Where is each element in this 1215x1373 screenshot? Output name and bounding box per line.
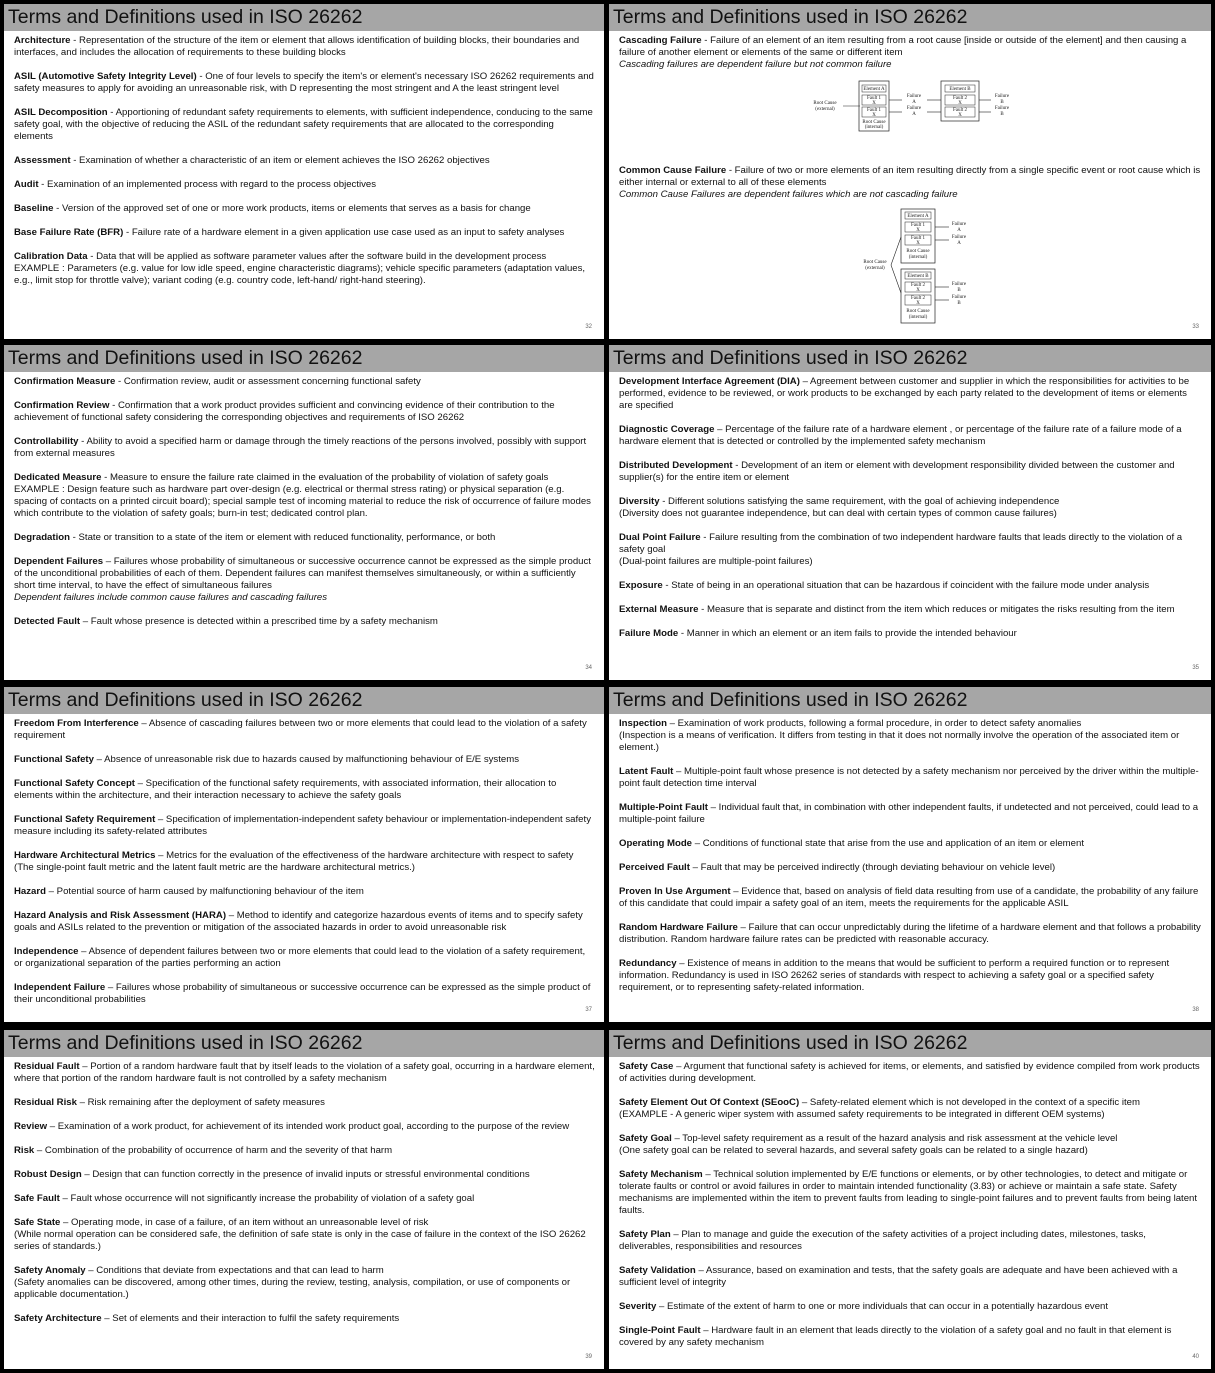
- slide-title: Terms and Definitions used in ISO 26262: [4, 4, 604, 31]
- slide-body: [4, 31, 604, 287]
- fault-label: Fault 1: [910, 223, 926, 228]
- definition-text: - Data that will be applied as software parameter values after the software build in the development process: [87, 251, 547, 262]
- root-cause-internal-label: Root Cause: [862, 120, 886, 125]
- definition-exposure: [619, 580, 1202, 592]
- definition-text: – Argument that functional safety is achieved for items, or elements, and satisfied by evidence compiled from work products of activities during development.: [619, 1061, 1200, 1084]
- definition-safety-goal: [619, 1133, 1202, 1157]
- definition-text: – Design that can function correctly in the presence of invalid inputs or stressful environmental conditions: [81, 1169, 530, 1180]
- definition-text: – Plan to manage and guide the execution of the safety activities of a project including dates, milestones, tasks, deliverables, responsibilities and resources: [619, 1229, 1146, 1252]
- term: Safety Validation: [619, 1265, 696, 1276]
- definition-operating-mode: [619, 838, 1202, 850]
- definition-text: - Failure rate of a hardware element in a given application use case used as an input to safety analyses: [123, 227, 565, 238]
- fault-x: X: [958, 113, 962, 118]
- definition-text: - Confirmation that a work product provides sufficient and convincing evidence of their contribution to the achievement of functional safety considering the corresponding objectives and requirements of ISO 26262: [14, 400, 555, 423]
- element-b-label: Element B: [949, 87, 971, 92]
- failure-a-label: Failure: [906, 94, 922, 99]
- term: Audit: [14, 179, 39, 190]
- arrow: [891, 237, 901, 265]
- definition-text: - Measure that is separate and distinct from the item which reduces or mitigates the risks resulting from the item: [698, 604, 1175, 615]
- definition-failure-mode: [619, 628, 1202, 640]
- definition-text: - Failure resulting from the combination of two independent hardware faults that leads directly to the violation of a safety goal: [619, 532, 1183, 555]
- definition-text: - Development of an item or element with development responsibility divided between the customer and supplier(s) for the entire item or element: [619, 460, 1175, 483]
- definition-common-cause-failure: [619, 165, 1202, 201]
- definition-single-point-fault: [619, 1325, 1202, 1349]
- slide-38: [609, 687, 1211, 1022]
- definition-text: – Specification of the functional safety requirements, with associated information, their allocation to elements within the architecture, and their interaction necessary to achieve the safety goals: [14, 778, 557, 801]
- definition-text: - Examination of an implemented process with regard to the process objectives: [38, 179, 377, 190]
- definition-severity: [619, 1301, 1202, 1313]
- failure-b-label: B: [957, 288, 961, 293]
- slide-title: Terms and Definitions used in ISO 26262: [4, 1030, 604, 1057]
- term: Confirmation Review: [14, 400, 110, 411]
- term: Safety Plan: [619, 1229, 671, 1240]
- definition-note: Dependent failures include common cause failures and cascading failures: [14, 592, 328, 603]
- definition-text: – Multiple-point fault whose presence is not detected by a safety mechanism nor perceived by the driver within the multiple-point fault detection time interval: [619, 766, 1199, 789]
- failure-a-label: A: [957, 241, 961, 246]
- fault-x: X: [872, 113, 876, 118]
- definition-note: Common Cause Failures are dependent failures which are not cascading failure: [619, 189, 958, 200]
- page-number: 40: [1192, 1354, 1199, 1360]
- definition-text: - Version of the approved set of one or more work products, items or elements that serves as a basis for change: [53, 203, 531, 214]
- term: ASIL (Automotive Safety Integrity Level): [14, 71, 197, 82]
- definition-text: – Hardware fault in an element that leads directly to the violation of a safety goal and no fault in that element is covered by any safety mechanism: [619, 1325, 1172, 1348]
- definition-residual-fault: [14, 1061, 595, 1085]
- definition-note: (Dual-point failures are multiple-point failures): [619, 556, 813, 567]
- slide-body: [4, 1057, 604, 1325]
- definition-text: – Fault that may be perceived indirectly (through deviating behaviour on vehicle level): [689, 862, 1056, 873]
- page-number: 35: [1192, 665, 1199, 671]
- fault-label: Fault 2: [910, 296, 926, 301]
- term: Random Hardware Failure: [619, 922, 738, 933]
- definition-text: – Metrics for the evaluation of the effectiveness of the hardware architecture with respect to safety: [155, 850, 574, 861]
- term: Base Failure Rate (BFR): [14, 227, 124, 238]
- definition-text: – Fault whose presence is detected within a prescribed time by a safety mechanism: [80, 616, 438, 627]
- definition-redundancy: [619, 958, 1202, 994]
- term: Redundancy: [619, 958, 677, 969]
- fault-x: X: [916, 301, 920, 306]
- definition-note: (Inspection is a means of verification. It differs from testing in that it does not normally involve the operation of the associated item or element.): [619, 730, 1180, 753]
- term: Review: [14, 1121, 48, 1132]
- definition-text: – Individual fault that, in combination with other independent faults, if undetected and not perceived, could lead to a multiple-point failure: [619, 802, 1199, 825]
- term: Calibration Data: [14, 251, 88, 262]
- definition-text: – Examination of a work product, for achievement of its intended work product goal, according to the purpose of the review: [47, 1121, 570, 1132]
- definition-degradation: [14, 532, 595, 544]
- term: Safety Case: [619, 1061, 674, 1072]
- term: Safe State: [14, 1217, 61, 1228]
- slide-body: [4, 372, 604, 628]
- cascading-diagram-svg: [619, 77, 1203, 151]
- term: Perceived Fault: [619, 862, 690, 873]
- definition-text: - Failure of an element of an item resulting from a root cause [inside or outside of the element] and then causing a failure of another element or elements of the same or different item: [619, 35, 1187, 58]
- fault-label: Fault 1: [866, 96, 882, 101]
- page-number: 33: [1192, 324, 1199, 330]
- definition-detected-fault: [14, 616, 595, 628]
- definition-text: – Absence of cascading failures between two or more elements that could lead to the violation of a safety requirement: [14, 718, 587, 741]
- definition-text: – Conditions of functional state that arise from the use and application of an item or element: [692, 838, 1085, 849]
- definition-review: [14, 1121, 595, 1133]
- cascading-failure-diagram: [619, 77, 1202, 151]
- definition-text: – Technical solution implemented by E/E functions or elements, or by other technologies, to detect and mitigate or tolerate faults or control or avoid failures in order to maintain intended functionality (3.83) or achieve or maintain a safe state. Safety mechanisms are implemented within the item to prevent faults from leading to single-point failures and to prevent faults from being latent faults.: [619, 1169, 1198, 1216]
- term: Functional Safety Requirement: [14, 814, 156, 825]
- root-cause-external-label: (external): [815, 107, 835, 112]
- term: Functional Safety Concept: [14, 778, 135, 789]
- definition-text: – Safety-related element which is not developed in the context of a specific item: [799, 1097, 1140, 1108]
- slide-title: Terms and Definitions used in ISO 26262: [609, 687, 1211, 714]
- definition-note: (The single-point fault metric and the latent fault metric are the hardware architectural metrics.): [14, 862, 415, 873]
- definition-text: – Assurance, based on examination and tests, that the safety goals are adequate and have been achieved with a sufficient level of integrity: [619, 1265, 1178, 1288]
- fault-label: Fault 2: [952, 96, 968, 101]
- term: Single-Point Fault: [619, 1325, 701, 1336]
- slide-32: [4, 4, 604, 339]
- fault-x: X: [872, 101, 876, 106]
- fault-label: Fault 1: [866, 108, 882, 113]
- definition-bfr: [14, 227, 595, 239]
- failure-b-label: B: [957, 301, 961, 306]
- failure-b-label: B: [1000, 112, 1004, 117]
- definition-text: – Existence of means in addition to the means that would be sufficient to perform a required function or to represent information. Redundancy is used in ISO 26262 series of standards with respect to achieving a safety goal or a specified safety requirement, or to representing safety-related information.: [619, 958, 1170, 993]
- page-number: 37: [585, 1007, 592, 1013]
- slide-title: Terms and Definitions used in ISO 26262: [609, 1030, 1211, 1057]
- definition-text: – Fault whose occurrence will not significantly increase the probability of violation of a safety goal: [59, 1193, 475, 1204]
- arrow: [891, 265, 901, 293]
- term: Dependent Failures: [14, 556, 104, 567]
- definition-perceived-fault: [619, 862, 1202, 874]
- term: Independent Failure: [14, 982, 106, 993]
- definition-hardware-architectural-metrics: [14, 850, 595, 874]
- page-number: 38: [1192, 1007, 1199, 1013]
- definition-diversity: [619, 496, 1202, 520]
- definition-text: – Examination of work products, following a formal procedure, in order to detect safety anomalies: [666, 718, 1082, 729]
- definition-random-hardware-failure: [619, 922, 1202, 946]
- definition-note: (One safety goal can be related to several hazards, and several safety goals can be related to a single hazard): [619, 1145, 1088, 1156]
- definition-proven-in-use: [619, 886, 1202, 910]
- slide-34: [4, 345, 604, 680]
- root-cause-internal-label: (internal): [864, 125, 884, 130]
- term: Hazard: [14, 886, 46, 897]
- definition-safety-case: [619, 1061, 1202, 1085]
- page-number: 32: [585, 324, 592, 330]
- term: Architecture: [14, 35, 71, 46]
- definition-text: – Method to identify and categorize hazardous events of items and to specify safety goals and ASILs related to the prevention or mitigation of the associated hazards in order to avoid unreasonable risk: [14, 910, 583, 933]
- definition-cascading-failure: [619, 35, 1202, 71]
- common-cause-failure-diagram: [619, 207, 1202, 327]
- term: Safety Mechanism: [619, 1169, 703, 1180]
- term: Development Interface Agreement (DIA): [619, 376, 800, 387]
- term: Dedicated Measure: [14, 472, 102, 483]
- definition-text: - Failure of two or more elements of an item resulting directly from a single specific event or root cause which is either internal or external to all of these elements: [619, 165, 1201, 188]
- definition-text: – Conditions that deviate from expectations and that can lead to harm: [85, 1265, 384, 1276]
- definition-text: – Evidence that, based on analysis of field data resulting from use of a candidate, the probability of any failure of this candidate that could impair a safety goal of an item, meets the requirements for the applicable ASIL: [619, 886, 1199, 909]
- definition-note: EXAMPLE : Design feature such as hardware part over-design (e.g. electrical or thermal stress rating) or physical separation (e.g. spacing of contacts on a printed circuit board); special sample test of incoming material to reduce the risk of occurrence of failure modes which contribute to the violation of safety goals; burn-in test; dedicated control plan.: [14, 484, 591, 519]
- definition-note: Cascading failures are dependent failure but not common failure: [619, 59, 892, 70]
- definition-safety-validation: [619, 1265, 1202, 1289]
- slide-body: [609, 31, 1211, 327]
- element-b-label: Element B: [907, 274, 929, 279]
- term: Latent Fault: [619, 766, 674, 777]
- definition-diagnostic-coverage: [619, 424, 1202, 448]
- root-cause-external-label: (external): [865, 266, 885, 271]
- definition-residual-risk: [14, 1097, 595, 1109]
- slide-37: [4, 687, 604, 1022]
- term: External Measure: [619, 604, 699, 615]
- definition-confirmation-review: [14, 400, 595, 424]
- definition-audit: [14, 179, 595, 191]
- definition-external-measure: [619, 604, 1202, 616]
- definition-hara: [14, 910, 595, 934]
- failure-a-label: Failure: [951, 222, 967, 227]
- definition-inspection: [619, 718, 1202, 754]
- definition-architecture: [14, 35, 595, 59]
- definition-distributed-development: [619, 460, 1202, 484]
- term: Safety Element Out Of Context (SEooC): [619, 1097, 800, 1108]
- definition-note: (Diversity does not guarantee independence, but can deal with certain types of common cause failures): [619, 508, 1057, 519]
- definition-asil-decomposition: [14, 107, 595, 143]
- term: Hazard Analysis and Risk Assessment (HARA): [14, 910, 227, 921]
- term: Safe Fault: [14, 1193, 60, 1204]
- definition-safe-fault: [14, 1193, 595, 1205]
- fault-label: Fault 2: [910, 283, 926, 288]
- failure-b-label: B: [1000, 100, 1004, 105]
- definition-text: – Failures whose probability of simultaneous or successive occurrence can be expressed as the simple product of their unconditional probabilities: [14, 982, 591, 1005]
- definition-safety-architecture: [14, 1313, 595, 1325]
- definition-safety-plan: [619, 1229, 1202, 1253]
- definition-independent-failure: [14, 982, 595, 1006]
- term: Operating Mode: [619, 838, 693, 849]
- definition-note: (Safety anomalies can be discovered, among other times, during the review, testing, analysis, compilation, or use of components or applicable documentation.): [14, 1277, 571, 1300]
- failure-b-label: Failure: [951, 282, 967, 287]
- definition-text: – Absence of unreasonable risk due to hazards caused by malfunctioning behaviour of E/E systems: [93, 754, 520, 765]
- term: Safety Architecture: [14, 1313, 102, 1324]
- term: Assessment: [14, 155, 71, 166]
- slide-title: Terms and Definitions used in ISO 26262: [609, 4, 1211, 31]
- term: Inspection: [619, 718, 667, 729]
- definition-dedicated-measure: [14, 472, 595, 520]
- fault-label: Fault 2: [952, 108, 968, 113]
- term: Safety Anomaly: [14, 1265, 86, 1276]
- definition-dia: [619, 376, 1202, 412]
- term: Diversity: [619, 496, 660, 507]
- definition-latent-fault: [619, 766, 1202, 790]
- definition-text: - Measure to ensure the failure rate claimed in the evaluation of the probability of violation of safety goals: [101, 472, 549, 483]
- definition-freedom-from-interference: [14, 718, 595, 742]
- root-cause-external-label: Root Cause: [813, 101, 837, 106]
- definition-text: - Examination of whether a characteristic of an item or element achieves the ISO 26262 objectives: [70, 155, 490, 166]
- definition-text: - Manner in which an element or an item fails to provide the intended behaviour: [678, 628, 1017, 639]
- failure-a-label: A: [957, 228, 961, 233]
- failure-b-label: Failure: [951, 295, 967, 300]
- term: Baseline: [14, 203, 54, 214]
- failure-a-label: A: [912, 112, 916, 117]
- definition-controllability: [14, 436, 595, 460]
- term: Controllability: [14, 436, 79, 447]
- definition-text: – Percentage of the failure rate of a hardware element , or percentage of the failure rate of a failure mode of a hardware element that is detected or controlled by the implemented safety mechanism: [619, 424, 1182, 447]
- definition-text: - Apportioning of redundant safety requirements to elements, with sufficient independence, conducing to the same safety goal, with the objective of reducing the ASIL of the redundant safety requirements that are allocated to the corresponding elements: [14, 107, 593, 142]
- term: Diagnostic Coverage: [619, 424, 715, 435]
- definition-text: – Potential source of harm caused by malfunctioning behaviour of the item: [46, 886, 364, 897]
- term: Failure Mode: [619, 628, 679, 639]
- term: Degradation: [14, 532, 70, 543]
- element-a-label: Element A: [907, 214, 929, 219]
- definition-seooc: [619, 1097, 1202, 1121]
- term: Residual Risk: [14, 1097, 77, 1108]
- term: Risk: [14, 1145, 35, 1156]
- fault-label: Fault 1: [910, 236, 926, 241]
- definition-text: – Agreement between customer and supplier in which the responsibilities for activities to be performed, evidence to be reviewed, or work products to be exchanged by each party related to the development of items or elements are specified: [619, 376, 1190, 411]
- term: Independence: [14, 946, 79, 957]
- term: Multiple-Point Fault: [619, 802, 708, 813]
- definition-text: - State of being in an operational situation that can be hazardous if coincident with the failure mode under analysis: [662, 580, 1150, 591]
- root-cause-internal-label: (internal): [908, 255, 928, 260]
- definition-functional-safety: [14, 754, 595, 766]
- definition-text: - State or transition to a state of the item or element with reduced functionality, performance, or both: [69, 532, 496, 543]
- page-number: 34: [585, 665, 592, 671]
- definition-independence: [14, 946, 595, 970]
- term: Common Cause Failure: [619, 165, 727, 176]
- definition-risk: [14, 1145, 595, 1157]
- fault-x: X: [916, 241, 920, 246]
- slide-title: Terms and Definitions used in ISO 26262: [609, 345, 1211, 372]
- definition-text: - One of four levels to specify the item's or element's necessary ISO 26262 requirements and safety measures to apply for avoiding an unreasonable risk, with D representing the most stringent and A the least stringent level: [14, 71, 594, 94]
- definition-text: - Confirmation review, audit or assessment concerning functional safety: [115, 376, 421, 387]
- term: Hardware Architectural Metrics: [14, 850, 156, 861]
- definition-safe-state: [14, 1217, 595, 1253]
- term: Proven In Use Argument: [619, 886, 731, 897]
- root-cause-external-label: Root Cause: [863, 260, 887, 265]
- root-cause-internal-label: Root Cause: [906, 249, 930, 254]
- term: Safety Goal: [619, 1133, 672, 1144]
- definition-text: – Specification of implementation-independent safety behaviour or implementation-independent safety measure including its safety-related attributes: [14, 814, 591, 837]
- term: Exposure: [619, 580, 663, 591]
- definition-note: EXAMPLE : Parameters (e.g. value for low idle speed, engine characteristic diagrams); vehicle specific parameters (adaptation values, e.g., limit stop for throttle valve); variant coding (e.g. country code, left-hand/ right-hand steering).: [14, 263, 586, 286]
- definition-dependent-failures: [14, 556, 595, 604]
- term: Functional Safety: [14, 754, 94, 765]
- term: Confirmation Measure: [14, 376, 116, 387]
- definition-text: – Failures whose probability of simultaneous or successive occurrence cannot be expressed as the simple product of the unconditional probabilities of each of them. Dependent failures can manifest themselves simultaneously, or within a sufficiently short time interval, to have the effect of simultaneous failures: [14, 556, 591, 591]
- term: Detected Fault: [14, 616, 81, 627]
- definition-text: - Representation of the structure of the item or element that allows identification of building blocks, their boundaries and interfaces, and includes the allocation of requirements to these building blocks: [14, 35, 580, 58]
- root-cause-internal-label: Root Cause: [906, 309, 930, 314]
- failure-b-label: Failure: [994, 106, 1010, 111]
- definition-note: (EXAMPLE - A generic wiper system with assumed safety requirements to be integrated in different OEM systems): [619, 1109, 1105, 1120]
- definition-assessment: [14, 155, 595, 167]
- common-cause-diagram-svg: [619, 207, 1203, 327]
- slide-body: [609, 372, 1211, 640]
- definition-confirmation-measure: [14, 376, 595, 388]
- slide-35: [609, 345, 1211, 680]
- definition-text: – Failure that can occur unpredictably during the lifetime of a hardware element and that follows a probability distribution. Random hardware failure rates can be predicted with reasonable accuracy.: [619, 922, 1201, 945]
- definition-safety-anomaly: [14, 1265, 595, 1301]
- term: Dual Point Failure: [619, 532, 701, 543]
- definition-functional-safety-requirement: [14, 814, 595, 838]
- slide-title: Terms and Definitions used in ISO 26262: [4, 345, 604, 372]
- definition-safety-mechanism: [619, 1169, 1202, 1217]
- term: Freedom From Interference: [14, 718, 139, 729]
- definition-text: – Absence of dependent failures between two or more elements that could lead to the violation of a safety requirement, or organizational separation of the parties performing an action: [14, 946, 586, 969]
- definition-text: – Set of elements and their interaction to fulfil the safety requirements: [101, 1313, 400, 1324]
- definition-multiple-point-fault: [619, 802, 1202, 826]
- root-cause-internal-label: (internal): [908, 315, 928, 320]
- term: Distributed Development: [619, 460, 733, 471]
- definition-text: - Ability to avoid a specified harm or damage through the timely reactions of the persons involved, possibly with support from external measures: [14, 436, 587, 459]
- definition-text: – Combination of the probability of occurrence of harm and the severity of that harm: [34, 1145, 393, 1156]
- definition-text: – Operating mode, in case of a failure, of an item without an unreasonable level of risk: [60, 1217, 429, 1228]
- definition-calibration-data: [14, 251, 595, 287]
- definition-asil: [14, 71, 595, 95]
- slide-40: [609, 1030, 1211, 1369]
- slide-body: [4, 714, 604, 1006]
- failure-a-label: Failure: [951, 235, 967, 240]
- slide-33: [609, 4, 1211, 339]
- definition-robust-design: [14, 1169, 595, 1181]
- failure-a-label: Failure: [906, 106, 922, 111]
- term: ASIL Decomposition: [14, 107, 108, 118]
- failure-a-label: A: [912, 100, 916, 105]
- definition-text: – Estimate of the extent of harm to one or more individuals that can occur in a potentially hazardous event: [656, 1301, 1109, 1312]
- slide-body: [609, 714, 1211, 994]
- term: Robust Design: [14, 1169, 82, 1180]
- term: Severity: [619, 1301, 657, 1312]
- fault-x: X: [916, 228, 920, 233]
- slide-title: Terms and Definitions used in ISO 26262: [4, 687, 604, 714]
- element-a-label: Element A: [863, 87, 885, 92]
- definition-text: – Top-level safety requirement as a result of the hazard analysis and risk assessment at the vehicle level: [671, 1133, 1118, 1144]
- definition-hazard: [14, 886, 595, 898]
- definition-note: (While normal operation can be considered safe, the definition of safe state is only in the case of failure in the context of the ISO 26262 series of standards.): [14, 1229, 586, 1252]
- definition-dual-point-failure: [619, 532, 1202, 568]
- failure-b-label: Failure: [994, 94, 1010, 99]
- definition-functional-safety-concept: [14, 778, 595, 802]
- slide-body: [609, 1057, 1211, 1349]
- definition-text: - Different solutions satisfying the same requirement, with the goal of achieving independence: [659, 496, 1060, 507]
- fault-x: X: [916, 288, 920, 293]
- definition-baseline: [14, 203, 595, 215]
- definition-text: – Portion of a random hardware fault that by itself leads to the violation of a safety goal, occurring in a hardware element, where that portion of the random hardware fault is not controlled by a safety mechanism: [14, 1061, 595, 1084]
- term: Cascading Failure: [619, 35, 702, 46]
- fault-x: X: [958, 101, 962, 106]
- term: Residual Fault: [14, 1061, 80, 1072]
- definition-text: – Risk remaining after the deployment of safety measures: [76, 1097, 325, 1108]
- page-number: 39: [585, 1354, 592, 1360]
- slide-39: [4, 1030, 604, 1369]
